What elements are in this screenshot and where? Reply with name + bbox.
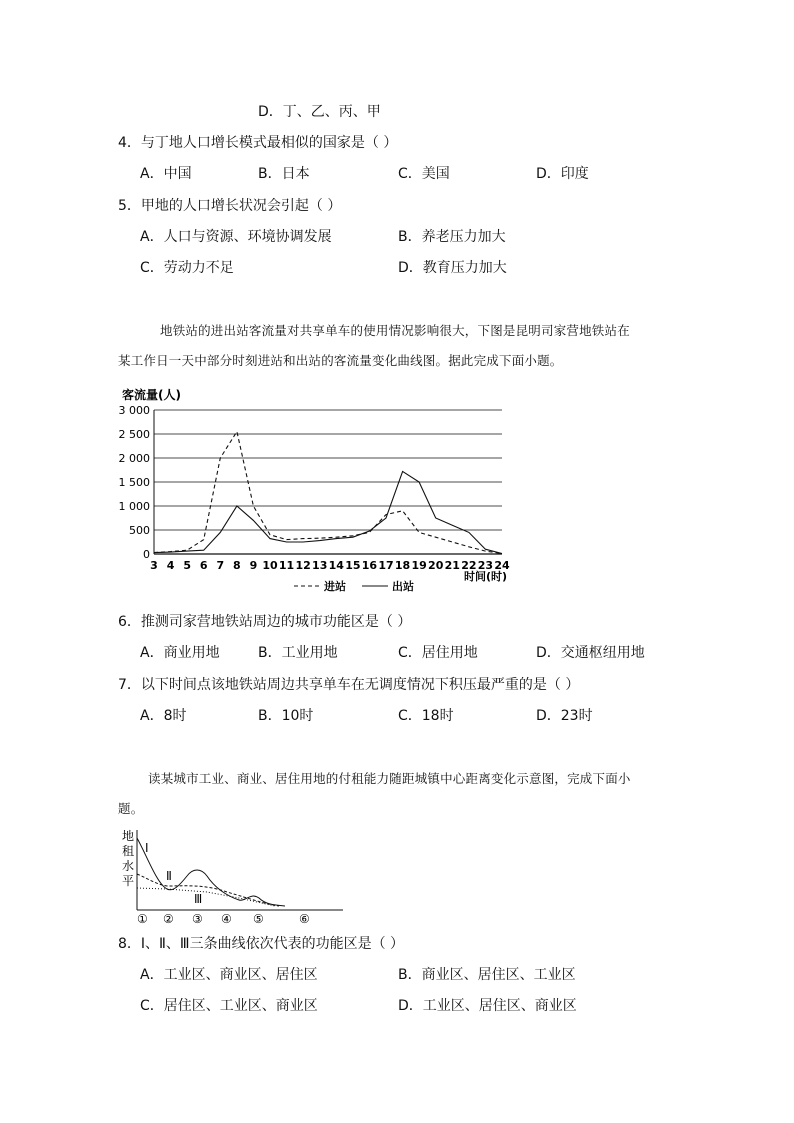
curve-label-II: Ⅱ	[166, 869, 172, 883]
q8-option-a: A．工业区、商业区、居住区	[140, 967, 318, 983]
q7-option-a: A．8时	[140, 708, 187, 724]
x-tick-label: 7	[216, 559, 225, 572]
q8-stem: 8．Ⅰ、Ⅱ、Ⅲ三条曲线依次代表的功能区是（ ）	[118, 936, 405, 952]
q3-option-d: D．丁、乙、丙、甲	[258, 104, 381, 120]
x-tick-label: 18	[394, 559, 411, 572]
x-tick-label: 6	[199, 559, 208, 572]
q5-stem: 5．甲地的人口增长状况会引起（ ）	[118, 198, 342, 214]
x-tick-label: 5	[183, 559, 191, 572]
rent-ylabel-char-4: 平	[122, 874, 135, 888]
y-tick-label: 1 000	[118, 500, 150, 513]
x-tick-label: 4	[166, 559, 175, 572]
q8-option-c: C．居住区、工业区、商业区	[140, 998, 318, 1014]
q4-stem: 4．与丁地人口增长模式最相似的国家是（ ）	[118, 135, 398, 151]
q7-option-d: D．23时	[536, 708, 593, 724]
chart-ylabel: 客流量(人)	[122, 388, 181, 402]
x-tick-label: 14	[328, 559, 344, 572]
position-5: ⑤	[253, 912, 264, 926]
legend-label-2: 出站	[392, 580, 414, 593]
q6-option-c: C．居住用地	[398, 645, 478, 661]
x-tick-label: 15	[345, 559, 361, 572]
x-tick-label: 23	[477, 559, 494, 572]
x-tick-label: 11	[278, 559, 295, 572]
series-line-1	[154, 432, 502, 554]
y-tick-label: 2 000	[118, 452, 150, 465]
y-tick-label: 0	[143, 548, 150, 561]
position-4: ④	[221, 912, 232, 926]
x-tick-label: 17	[378, 559, 394, 572]
q5-option-b: B．养老压力加大	[398, 229, 506, 245]
position-2: ②	[163, 912, 174, 926]
x-tick-label: 13	[312, 559, 328, 572]
y-tick-label: 1 500	[118, 476, 150, 489]
x-tick-label: 3	[150, 559, 158, 572]
passenger-flow-chart	[110, 384, 520, 602]
q7-option-b: B．10时	[258, 708, 314, 724]
q5-option-d: D．教育压力加大	[398, 260, 507, 276]
q6-option-b: B．工业用地	[258, 645, 338, 661]
rent-ylabel-char-1: 地	[122, 829, 135, 843]
q7-stem: 7．以下时间点该地铁站周边共享单车在无调度情况下积压最严重的是（ ）	[118, 677, 580, 693]
x-tick-label: 16	[361, 559, 378, 572]
q6-stem: 6．推测司家营地铁站周边的城市功能区是（ ）	[118, 614, 412, 630]
q4-option-b: B．日本	[258, 166, 310, 182]
q5-option-c: C．劳动力不足	[140, 260, 234, 276]
y-tick-label: 2 500	[118, 428, 150, 441]
x-tick-label: 19	[411, 559, 427, 572]
x-tick-label: 9	[249, 559, 258, 572]
curve-I	[137, 838, 285, 906]
rent-ylabel-char-2: 租	[122, 844, 135, 858]
x-tick-label: 24	[494, 559, 510, 572]
q6-option-a: A．商业用地	[140, 645, 220, 661]
curve-III	[137, 888, 275, 906]
passage2-line1: 读某城市工业、商业、居住用地的付租能力随距城镇中心距离变化示意图，完成下面小	[148, 771, 631, 786]
q4-option-d: D．印度	[536, 166, 589, 182]
bid-rent-diagram	[115, 826, 350, 926]
q4-option-a: A．中国	[140, 166, 192, 182]
y-tick-label: 500	[129, 524, 150, 537]
position-3: ③	[192, 912, 203, 926]
passage1-line2: 某工作日一天中部分时刻进站和出站的客流量变化曲线图。据此完成下面小题。	[118, 353, 563, 368]
y-tick-label: 3 000	[118, 404, 150, 417]
passage2-line2: 题。	[118, 801, 144, 816]
passage1-line1: 地铁站的进出站客流量对共享单车的使用情况影响很大，下图是昆明司家营地铁站在	[160, 323, 630, 338]
x-tick-label: 20	[428, 559, 444, 572]
x-tick-label: 8	[233, 559, 241, 572]
q5-option-a: A．人口与资源、环境协调发展	[140, 229, 332, 245]
curve-label-III: Ⅲ	[194, 892, 203, 906]
x-tick-label: 21	[444, 559, 460, 572]
chart-xlabel: 时间(时)	[464, 570, 508, 583]
x-tick-label: 12	[295, 559, 311, 572]
position-6: ⑥	[299, 912, 310, 926]
position-1: ①	[137, 912, 148, 926]
q8-option-d: D．工业区、居住区、商业区	[398, 998, 577, 1014]
rent-ylabel-char-3: 水	[122, 859, 135, 873]
curve-label-I: Ⅰ	[145, 841, 149, 855]
x-tick-label: 22	[461, 559, 477, 572]
q7-option-c: C．18时	[398, 708, 454, 724]
x-tick-label: 10	[262, 559, 278, 572]
q8-option-b: B．商业区、居住区、工业区	[398, 967, 576, 983]
q6-option-d: D．交通枢纽用地	[536, 645, 645, 661]
q4-option-c: C．美国	[398, 166, 450, 182]
legend-label-1: 进站	[324, 580, 346, 593]
